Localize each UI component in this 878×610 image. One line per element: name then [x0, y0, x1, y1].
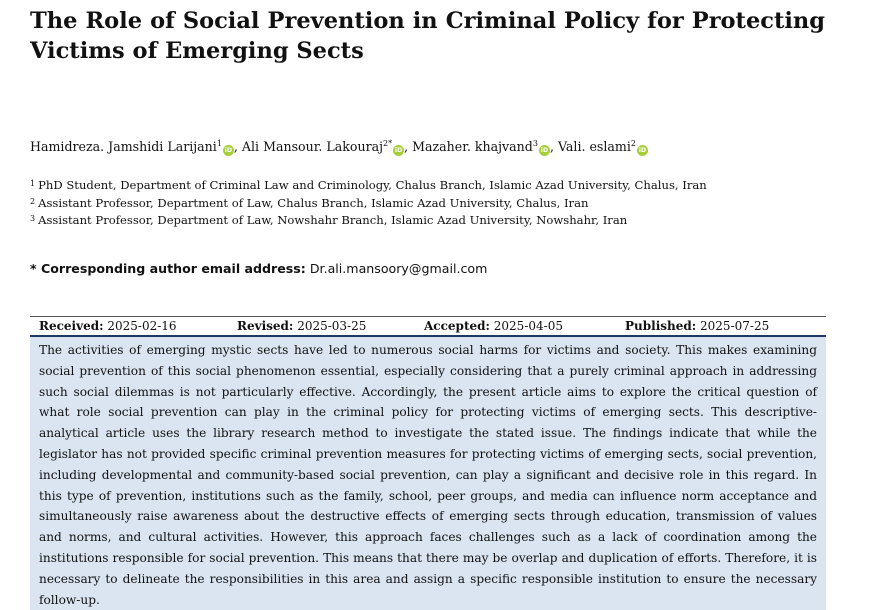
date-published	[625, 317, 769, 335]
date-label: Received:	[39, 319, 104, 333]
date-value: 2025-07-25	[700, 319, 770, 333]
orcid-icon[interactable]: iD	[540, 146, 549, 154]
affiliation-text: PhD Student, Department of Criminal Law and Criminology, Chalus Branch, Islamic Azad University, Chalus, Iran	[38, 178, 707, 192]
affiliation-list	[30, 176, 850, 229]
author-list	[30, 139, 850, 156]
date-label: Accepted:	[424, 319, 490, 333]
author-name: Vali. eslami	[557, 139, 631, 154]
corresponding-author	[30, 261, 850, 276]
author-affiliation-sup: 1	[216, 139, 222, 148]
affiliation-number: 2	[30, 196, 36, 206]
author-affiliation-sup: 2	[630, 139, 636, 148]
article-title: The Role of Social Prevention in Criminal Policy for Protecting Victims of Emerging Sects	[30, 8, 825, 64]
corresponding-label: * Corresponding author email address:	[30, 261, 306, 276]
author-2	[242, 139, 412, 154]
affiliation-3	[30, 211, 850, 229]
author-name: Hamidreza. Jamshidi Larijani	[30, 139, 217, 154]
affiliation-text: Assistant Professor, Department of Law, Chalus Branch, Islamic Azad University, Chalus, Iran	[38, 195, 589, 210]
date-label: Revised:	[237, 319, 294, 333]
affiliation-2	[30, 194, 850, 212]
date-label: Published:	[625, 319, 697, 333]
date-value: 2025-04-05	[493, 319, 563, 333]
author-separator: ,	[404, 139, 413, 154]
article-dates-bar	[30, 316, 826, 337]
affiliation-number: 3	[30, 214, 36, 223]
orcid-icon[interactable]: iD	[638, 146, 647, 154]
author-affiliation-sup: 3	[532, 139, 538, 148]
author-name: Mazaher. khajvand	[412, 139, 533, 154]
author-affiliation-sup: 2*	[383, 139, 393, 148]
date-value: 2025-03-25	[297, 319, 367, 333]
author-separator: ,	[549, 139, 558, 154]
date-revised	[237, 317, 366, 335]
affiliation-number: 1	[30, 179, 36, 188]
orcid-icon[interactable]: iD	[394, 146, 403, 154]
abstract-text: The activities of emerging mystic sects have led to numerous social harms for victims and society. This makes examining social prevention of this social phenomenon essential, especially considering that a purely criminal approach in addressing such social dilemmas is not particularly effective. Accordingly, the present article aims to explore the critical question of what role social prevention can play in the criminal policy for protecting victims of emerging sects. This descriptive-analytical article uses the library research method to investigate the stated issue. The findings indicate that while the legislator has not provided specific criminal prevention measures for protecting victims of emerging sects, social prevention, including developmental and community-based social prevention, can play a significant and decisive role in this regard. In this type of prevention, institutions such as the family, school, peer groups, and media can influence norm acceptance and simultaneously raise awareness about the destructive effects of emerging sects through education, transmission of values and norms, and cultural activities. However, this approach faces challenges such as a lack of coordination among the institutions responsible for social prevention. This means that there may be overlap and duplication of efforts. Therefore, it is necessary to delineate the responsibilities in this area and assign a specific responsible institution to ensure the necessary follow-up.	[39, 343, 817, 607]
date-value: 2025-02-16	[107, 319, 177, 333]
affiliation-text: Assistant Professor, Department of Law, Nowshahr Branch, Islamic Azad University, Nowshahr, Iran	[38, 213, 628, 227]
date-received	[39, 317, 177, 335]
affiliation-1	[30, 176, 850, 194]
author-4	[558, 139, 648, 154]
abstract-box	[30, 337, 826, 610]
author-1	[30, 139, 242, 154]
corresponding-email-link[interactable]: Dr.ali.mansoory@gmail.com	[309, 261, 488, 276]
author-3	[412, 139, 558, 154]
date-accepted	[424, 317, 563, 335]
author-name: Ali Mansour. Lakouraj	[241, 139, 384, 154]
orcid-icon[interactable]: iD	[224, 146, 233, 154]
author-separator: ,	[233, 139, 242, 154]
